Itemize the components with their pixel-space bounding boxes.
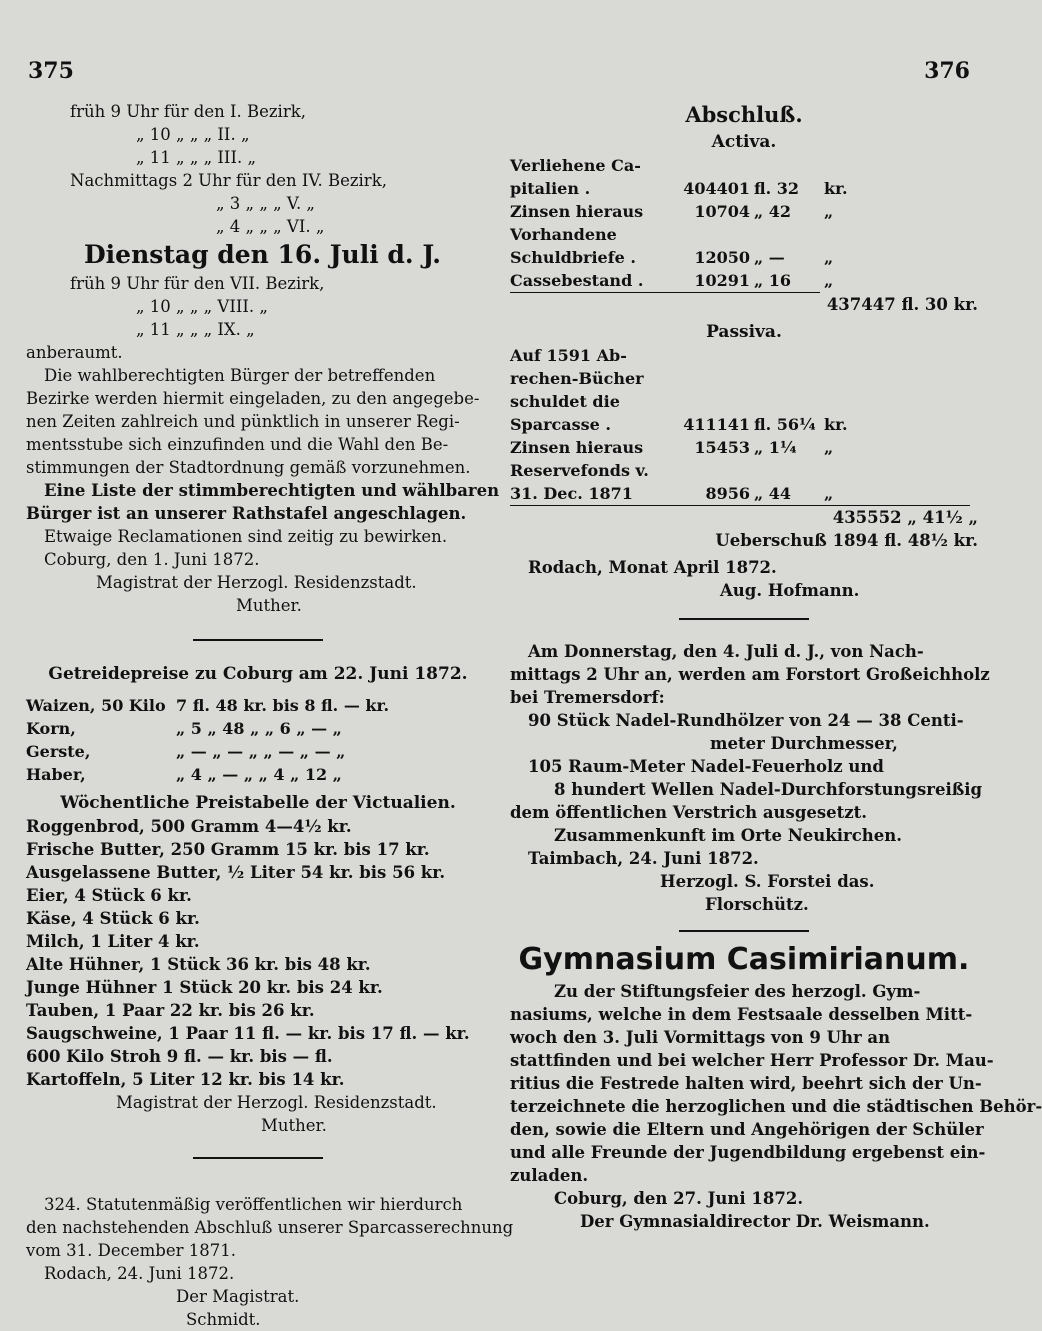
- forest-paragraph: [510, 640, 990, 709]
- row-fl: [750, 459, 824, 482]
- forest-items: [510, 709, 983, 801]
- row-label: rechen-Bücher: [510, 369, 644, 388]
- list-item: Roggenbrod, 500 Gramm 4—4½ kr.: [26, 817, 352, 836]
- list-item: Eier, 4 Stück 6 kr.: [26, 886, 192, 905]
- paragraph-line: Zu der Stiftungsfeier des herzogl. Gym-: [554, 982, 921, 1001]
- row-label: Zinsen hieraus: [510, 438, 644, 457]
- table-row: [510, 177, 978, 200]
- row-kr: [824, 390, 978, 413]
- row-kr: [824, 344, 978, 367]
- paragraph-line: mittags 2 Uhr an, werden am Forstort Großeichholz: [510, 665, 990, 684]
- schedule-line: „ 10 „ „ „ VIII. „: [136, 297, 268, 316]
- row-amount: [660, 344, 750, 367]
- row-kr: „: [824, 202, 834, 221]
- paragraph-line: stimmungen der Stadtordnung gemäß vorzunehmen.: [26, 458, 471, 477]
- list-item: Milch, 1 Liter 4 kr.: [26, 932, 200, 951]
- paragraph-line: Eine Liste der stimmberechtigten und wählbaren: [44, 481, 500, 500]
- left-column: [26, 100, 514, 1331]
- notice-paragraph: [26, 364, 490, 479]
- row-fl: [750, 344, 824, 367]
- grain-name: Gerste,: [26, 742, 91, 761]
- paragraph-line: Die wahlberechtigten Bürger der betreffenden: [44, 366, 436, 385]
- row-kr: [824, 223, 978, 246]
- signature-line: Der Magistrat.: [176, 1287, 300, 1306]
- row-amount: 10704: [694, 202, 750, 221]
- paragraph-line: mentsstube sich einzufinden und die Wahl den Be-: [26, 435, 449, 454]
- victuals-heading: Wöchentliche Preistabelle der Victualien.: [60, 793, 456, 813]
- table-row: [510, 413, 978, 436]
- table-row: [26, 694, 490, 717]
- section-divider: [679, 618, 809, 620]
- grain-name: Korn,: [26, 719, 76, 738]
- grain-table: [26, 694, 490, 786]
- table-row: [510, 367, 978, 390]
- schedule-line: „ 4 „ „ „ VI. „: [216, 217, 325, 236]
- passiva-total: 435552 „ 41½ „: [832, 508, 978, 527]
- page-number-left: 375: [28, 58, 74, 84]
- row-amount: 404401: [683, 179, 750, 198]
- paragraph-line: den, sowie die Eltern und Angehörigen der Schüler: [510, 1120, 984, 1139]
- row-fl: [750, 367, 824, 390]
- tuesday-heading: Dienstag den 16. Juli d. J.: [84, 240, 441, 269]
- activa-table: [510, 154, 978, 292]
- table-row: [510, 344, 978, 367]
- row-label: pitalien .: [510, 179, 591, 198]
- row-label: Reservefonds v.: [510, 461, 649, 480]
- paragraph-line: Bürger ist an unserer Rathstafel angeschlagen.: [26, 504, 467, 523]
- grain-name: Waizen, 50 Kilo: [26, 696, 166, 715]
- paragraph-line: stattfinden und bei welcher Herr Professor Dr. Mau-: [510, 1051, 994, 1070]
- table-row: [26, 740, 490, 763]
- schedule-line: „ 11 „ „ „ III. „: [136, 148, 257, 167]
- paragraph-line: nen Zeiten zahlreich und pünktlich in unserer Regi-: [26, 412, 460, 431]
- date-line: Taimbach, 24. Juni 1872.: [528, 849, 759, 868]
- grain-price: 7 fl. 48 kr. bis 8 fl. — kr.: [176, 696, 390, 715]
- paragraph-line: terzeichnete die herzoglichen und die städtischen Behör-: [510, 1097, 1042, 1116]
- row-label: Auf 1591 Ab-: [510, 346, 627, 365]
- table-row: [510, 459, 978, 482]
- victuals-list: [26, 815, 490, 1091]
- row-kr: [824, 154, 978, 177]
- list-item: Alte Hühner, 1 Stück 36 kr. bis 48 kr.: [26, 955, 371, 974]
- row-fl: fl. 56¼: [754, 415, 816, 434]
- paragraph-line: ritius die Festrede halten wird, beehrt sich der Un-: [510, 1074, 982, 1093]
- list-item: Ausgelassene Butter, ½ Liter 54 kr. bis 56 kr.: [26, 863, 446, 882]
- forest-tail-line: Zusammenkunft im Orte Neukirchen.: [554, 826, 902, 845]
- row-fl: [750, 223, 824, 246]
- row-kr: „: [824, 271, 834, 290]
- row-fl: „ —: [754, 248, 785, 267]
- table-row: [510, 223, 978, 246]
- row-fl: „ 44: [754, 484, 792, 503]
- row-fl: „ 1¼: [754, 438, 797, 457]
- list-item: Frische Butter, 250 Gramm 15 kr. bis 17 kr.: [26, 840, 430, 859]
- schedule-line: früh 9 Uhr für den VII. Bezirk,: [70, 274, 325, 293]
- gymnasium-title: Gymnasium Casimirianum.: [518, 942, 970, 977]
- paragraph-line: und alle Freunde der Jugendbildung ergebenst ein-: [510, 1143, 986, 1162]
- schedule-line: früh 9 Uhr für den I. Bezirk,: [70, 102, 306, 121]
- activa-heading: Activa.: [711, 132, 777, 152]
- table-row: [510, 154, 978, 177]
- row-kr: „: [824, 438, 834, 457]
- list-item: Saugschweine, 1 Paar 11 fl. — kr. bis 17 fl. — kr.: [26, 1024, 470, 1043]
- signature-name: Aug. Hofmann.: [720, 581, 860, 600]
- date-line: Coburg, den 27. Juni 1872.: [554, 1189, 804, 1208]
- signature-name: Schmidt.: [186, 1310, 261, 1329]
- table-row: [510, 482, 978, 505]
- row-label: Verliehene Ca-: [510, 156, 641, 175]
- list-item: Kartoffeln, 5 Liter 12 kr. bis 14 kr.: [26, 1070, 345, 1089]
- grain-name: Haber,: [26, 765, 86, 784]
- grain-heading: Getreidepreise zu Coburg am 22. Juni 1872.: [48, 664, 468, 684]
- row-amount: [660, 390, 750, 413]
- signature-line: Der Gymnasialdirector Dr. Weismann.: [580, 1212, 930, 1231]
- row-label: Schuldbriefe .: [510, 248, 636, 267]
- list-item: Käse, 4 Stück 6 kr.: [26, 909, 200, 928]
- row-amount: 10291: [694, 271, 750, 290]
- surplus-line: Ueberschuß 1894 fl. 48½ kr.: [715, 531, 978, 550]
- paragraph-line: Am Donnerstag, den 4. Juli d. J., von Nach-: [528, 642, 924, 661]
- row-amount: [660, 154, 750, 177]
- table-row: [510, 390, 978, 413]
- signature-line: Herzogl. S. Forstei das.: [660, 872, 875, 891]
- table-row: [26, 763, 490, 786]
- schedule-line: „ 3 „ „ „ V. „: [216, 194, 315, 213]
- row-kr: kr.: [824, 415, 848, 434]
- grain-price: „ 4 „ — „ „ 4 „ 12 „: [176, 765, 342, 784]
- paragraph-line: Bezirke werden hiermit eingeladen, zu den angegebe-: [26, 389, 480, 408]
- row-label: schuldet die: [510, 392, 620, 411]
- paragraph-line: 324. Statutenmäßig veröffentlichen wir hierdurch: [44, 1195, 463, 1214]
- row-fl: fl. 32: [754, 179, 800, 198]
- row-amount: 411141: [683, 415, 750, 434]
- schedule-bottom: [26, 272, 490, 364]
- statute-paragraph: [26, 1193, 514, 1262]
- schedule-line: „ 10 „ „ „ II. „: [136, 125, 250, 144]
- list-item: 90 Stück Nadel-Rundhölzer von 24 — 38 Centi-: [528, 711, 964, 730]
- row-fl: „ 42: [754, 202, 792, 221]
- date-line: Rodach, 24. Juni 1872.: [44, 1264, 235, 1283]
- table-row: [510, 200, 978, 223]
- row-label: 31. Dec. 1871: [510, 484, 633, 503]
- signature-line: Magistrat der Herzogl. Residenzstadt.: [96, 573, 417, 592]
- row-amount: [660, 223, 750, 246]
- signature-line: Magistrat der Herzogl. Residenzstadt.: [116, 1093, 437, 1112]
- table-row: [510, 246, 978, 269]
- section-divider: [193, 1157, 323, 1159]
- list-item: 105 Raum-Meter Nadel-Feuerholz und: [528, 757, 884, 776]
- forest-tail-line: dem öffentlichen Verstrich ausgesetzt.: [510, 803, 868, 822]
- row-amount: [660, 459, 750, 482]
- paragraph-line: vom 31. December 1871.: [26, 1241, 236, 1260]
- abschluss-heading: Abschluß.: [685, 102, 803, 127]
- row-fl: „ 16: [754, 271, 792, 290]
- row-amount: 12050: [694, 248, 750, 267]
- schedule-line: anberaumt.: [26, 343, 123, 362]
- row-fl: [750, 390, 824, 413]
- row-kr: kr.: [824, 179, 848, 198]
- right-column: [510, 100, 1042, 1233]
- passiva-heading: Passiva.: [706, 322, 782, 342]
- list-item: 600 Kilo Stroh 9 fl. — kr. bis — fl.: [26, 1047, 333, 1066]
- row-kr: „: [824, 484, 834, 503]
- schedule-line: „ 11 „ „ „ IX. „: [136, 320, 255, 339]
- table-row: [26, 717, 490, 740]
- row-kr: „: [824, 248, 834, 267]
- date-line: Coburg, den 1. Juni 1872.: [44, 550, 260, 569]
- activa-total: 437447 fl. 30 kr.: [826, 295, 978, 314]
- list-item: Tauben, 1 Paar 22 kr. bis 26 kr.: [26, 1001, 315, 1020]
- row-label: Sparcasse .: [510, 415, 611, 434]
- gymnasium-paragraph: [510, 980, 1042, 1187]
- grain-price: „ 5 „ 48 „ „ 6 „ — „: [176, 719, 342, 738]
- row-kr: [824, 459, 978, 482]
- row-fl: [750, 154, 824, 177]
- signature-name: Muther.: [236, 596, 302, 615]
- schedule-line: Nachmittags 2 Uhr für den IV. Bezirk,: [70, 171, 387, 190]
- signature-name: Muther.: [261, 1116, 327, 1135]
- section-divider: [193, 639, 323, 641]
- row-label: Cassebestand .: [510, 271, 644, 290]
- list-item: meter Durchmesser,: [710, 734, 898, 753]
- signature-name: Florschütz.: [705, 895, 809, 914]
- table-row: [510, 436, 978, 459]
- table-row: [510, 269, 978, 292]
- row-amount: [660, 367, 750, 390]
- row-kr: [824, 367, 978, 390]
- section-divider: [679, 930, 809, 932]
- schedule-top: [26, 100, 490, 238]
- list-paragraph: [26, 479, 500, 525]
- paragraph-line: den nachstehenden Abschluß unserer Sparcasserechnung: [26, 1218, 514, 1237]
- page-number-right: 376: [924, 58, 970, 84]
- date-line: Rodach, Monat April 1872.: [528, 558, 777, 577]
- paragraph-line: woch den 3. Juli Vormittags von 9 Uhr an: [510, 1028, 891, 1047]
- passiva-table: [510, 344, 978, 505]
- reclamation-line: Etwaige Reclamationen sind zeitig zu bewirken.: [44, 527, 448, 546]
- paragraph-line: nasiums, welche in dem Festsaale desselben Mitt-: [510, 1005, 973, 1024]
- row-label: Vorhandene: [510, 225, 617, 244]
- grain-price: „ — „ — „ „ — „ — „: [176, 742, 346, 761]
- paragraph-line: bei Tremersdorf:: [510, 688, 665, 707]
- list-item: 8 hundert Wellen Nadel-Durchforstungsreißig: [554, 780, 983, 799]
- row-amount: 8956: [705, 484, 750, 503]
- paragraph-line: zuladen.: [510, 1166, 589, 1185]
- list-item: Junge Hühner 1 Stück 20 kr. bis 24 kr.: [26, 978, 383, 997]
- row-amount: 15453: [694, 438, 750, 457]
- row-label: Zinsen hieraus: [510, 202, 644, 221]
